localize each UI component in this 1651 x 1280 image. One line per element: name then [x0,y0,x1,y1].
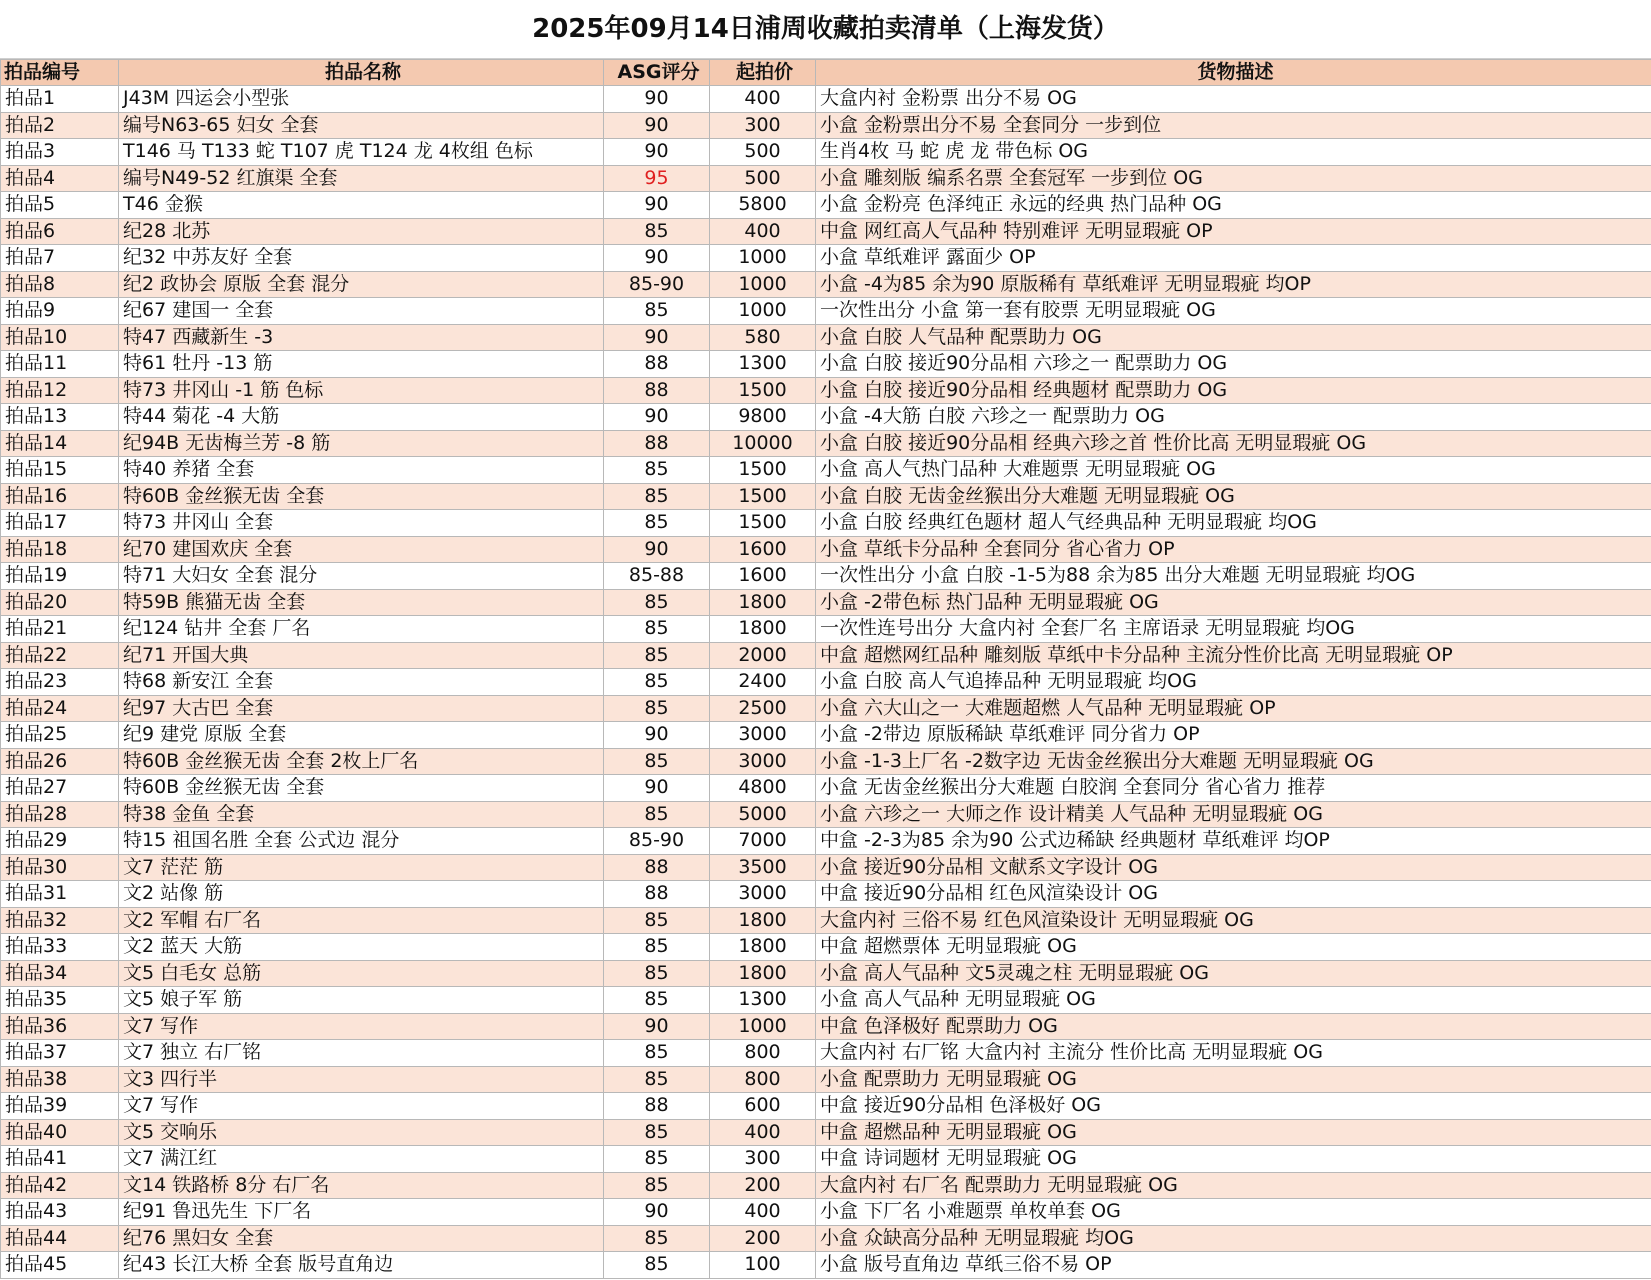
cell-asg-grade: 90 [604,775,710,802]
cell-start-price: 2000 [710,642,816,669]
cell-description: 小盒 -4大筋 白胶 六珍之一 配票助力 OG [816,404,1651,431]
table-row [1,801,1651,828]
cell-start-price: 1300 [710,987,816,1014]
auction-table [0,59,1651,1279]
cell-lot-id: 拍品43 [1,1199,119,1226]
cell-description: 大盒内衬 三俗不易 红色风渲染设计 无明显瑕疵 OG [816,907,1651,934]
cell-description: 小盒 白胶 经典红色题材 超人气经典品种 无明显瑕疵 均OG [816,510,1651,537]
table-row [1,881,1651,908]
cell-start-price: 4800 [710,775,816,802]
cell-lot-name: 特44 菊花 -4 大筋 [119,404,604,431]
cell-start-price: 2400 [710,669,816,696]
table-row [1,616,1651,643]
cell-description: 中盒 超燃网红品种 雕刻版 草纸中卡分品种 主流分性价比高 无明显瑕疵 OP [816,642,1651,669]
cell-asg-grade: 90 [604,722,710,749]
cell-asg-grade: 85 [604,218,710,245]
cell-lot-id: 拍品32 [1,907,119,934]
cell-lot-id: 拍品10 [1,324,119,351]
table-row [1,828,1651,855]
header-row [1,60,1651,86]
table-row [1,1172,1651,1199]
cell-lot-id: 拍品37 [1,1040,119,1067]
cell-lot-name: 纪97 大古巴 全套 [119,695,604,722]
cell-lot-name: 特60B 金丝猴无齿 全套 2枚上厂名 [119,748,604,775]
cell-asg-grade: 88 [604,351,710,378]
cell-asg-grade: 90 [604,1013,710,1040]
cell-lot-id: 拍品5 [1,192,119,219]
cell-description: 小盒 白胶 接近90分品相 六珍之一 配票助力 OG [816,351,1651,378]
table-row [1,165,1651,192]
cell-start-price: 400 [710,86,816,113]
cell-lot-name: 纪43 长江大桥 全套 版号直角边 [119,1252,604,1279]
cell-description: 小盒 -2带色标 热门品种 无明显瑕疵 OG [816,589,1651,616]
cell-lot-id: 拍品35 [1,987,119,1014]
cell-lot-name: 文3 四行半 [119,1066,604,1093]
cell-description: 中盒 -2-3为85 余为90 公式边稀缺 经典题材 草纸难评 均OP [816,828,1651,855]
cell-lot-id: 拍品4 [1,165,119,192]
cell-lot-id: 拍品12 [1,377,119,404]
cell-description: 一次性出分 小盒 白胶 -1-5为88 余为85 出分大难题 无明显瑕疵 均OG [816,563,1651,590]
cell-lot-id: 拍品11 [1,351,119,378]
cell-asg-grade: 85 [604,801,710,828]
cell-start-price: 1600 [710,563,816,590]
table-row [1,245,1651,272]
cell-description: 小盒 众缺高分品种 无明显瑕疵 均OG [816,1225,1651,1252]
cell-lot-id: 拍品38 [1,1066,119,1093]
table-row [1,854,1651,881]
cell-start-price: 2500 [710,695,816,722]
header-lot-name: 拍品名称 [119,60,604,86]
cell-start-price: 9800 [710,404,816,431]
cell-asg-grade: 85 [604,1172,710,1199]
table-row [1,112,1651,139]
cell-description: 小盒 -4为85 余为90 原版稀有 草纸难评 无明显瑕疵 均OP [816,271,1651,298]
cell-start-price: 800 [710,1066,816,1093]
cell-start-price: 1500 [710,510,816,537]
cell-start-price: 1500 [710,483,816,510]
cell-lot-name: 文5 白毛女 总筋 [119,960,604,987]
cell-lot-name: 特73 井冈山 全套 [119,510,604,537]
cell-lot-name: 文5 交响乐 [119,1119,604,1146]
cell-lot-id: 拍品1 [1,86,119,113]
cell-lot-id: 拍品8 [1,271,119,298]
cell-lot-name: T46 金猴 [119,192,604,219]
cell-lot-id: 拍品9 [1,298,119,325]
cell-lot-name: 特61 牡丹 -13 筋 [119,351,604,378]
header-asg-grade: ASG评分 [604,60,710,86]
table-row [1,960,1651,987]
cell-asg-grade: 90 [604,536,710,563]
cell-description: 一次性连号出分 大盒内衬 全套厂名 主席语录 无明显瑕疵 均OG [816,616,1651,643]
cell-lot-id: 拍品29 [1,828,119,855]
cell-description: 大盒内衬 金粉票 出分不易 OG [816,86,1651,113]
table-row [1,987,1651,1014]
cell-lot-id: 拍品2 [1,112,119,139]
cell-lot-name: 纪70 建国欢庆 全套 [119,536,604,563]
cell-lot-id: 拍品40 [1,1119,119,1146]
table-row [1,483,1651,510]
cell-lot-id: 拍品23 [1,669,119,696]
header-description: 货物描述 [816,60,1651,86]
cell-start-price: 1800 [710,616,816,643]
cell-lot-name: 文14 铁路桥 8分 右厂名 [119,1172,604,1199]
cell-description: 小盒 无齿金丝猴出分大难题 白胶润 全套同分 省心省力 推荐 [816,775,1651,802]
table-row [1,748,1651,775]
cell-asg-grade: 85 [604,1146,710,1173]
cell-lot-name: 纪67 建国一 全套 [119,298,604,325]
header-start-price: 起拍价 [710,60,816,86]
cell-asg-grade: 85 [604,642,710,669]
cell-description: 中盒 接近90分品相 色泽极好 OG [816,1093,1651,1120]
cell-asg-grade: 90 [604,1199,710,1226]
cell-lot-id: 拍品15 [1,457,119,484]
table-row [1,324,1651,351]
cell-lot-id: 拍品25 [1,722,119,749]
cell-start-price: 1000 [710,298,816,325]
cell-lot-id: 拍品13 [1,404,119,431]
table-row [1,1146,1651,1173]
cell-lot-id: 拍品31 [1,881,119,908]
cell-lot-id: 拍品16 [1,483,119,510]
cell-lot-name: T146 马 T133 蛇 T107 虎 T124 龙 4枚组 色标 [119,139,604,166]
table-row [1,1013,1651,1040]
table-row [1,695,1651,722]
cell-lot-name: 纪32 中苏友好 全套 [119,245,604,272]
cell-description: 小盒 白胶 高人气追捧品种 无明显瑕疵 均OG [816,669,1651,696]
cell-lot-name: 编号N49-52 红旗渠 全套 [119,165,604,192]
cell-description: 中盒 接近90分品相 红色风渲染设计 OG [816,881,1651,908]
cell-asg-grade: 88 [604,854,710,881]
cell-start-price: 400 [710,1119,816,1146]
cell-description: 中盒 网红高人气品种 特别难评 无明显瑕疵 OP [816,218,1651,245]
cell-start-price: 1800 [710,589,816,616]
cell-description: 小盒 六大山之一 大难题超燃 人气品种 无明显瑕疵 OP [816,695,1651,722]
table-row [1,510,1651,537]
cell-lot-name: 编号N63-65 妇女 全套 [119,112,604,139]
cell-lot-name: 纪94B 无齿梅兰芳 -8 筋 [119,430,604,457]
cell-start-price: 300 [710,112,816,139]
cell-asg-grade: 90 [604,112,710,139]
cell-description: 小盒 白胶 人气品种 配票助力 OG [816,324,1651,351]
cell-start-price: 1800 [710,960,816,987]
cell-lot-name: 特40 养猪 全套 [119,457,604,484]
table-row [1,1199,1651,1226]
cell-start-price: 100 [710,1252,816,1279]
cell-lot-id: 拍品33 [1,934,119,961]
cell-lot-id: 拍品19 [1,563,119,590]
cell-start-price: 400 [710,218,816,245]
table-row [1,404,1651,431]
cell-asg-grade: 85 [604,616,710,643]
cell-asg-grade: 85 [604,987,710,1014]
cell-start-price: 5800 [710,192,816,219]
table-row [1,775,1651,802]
cell-description: 小盒 雕刻版 编系名票 全套冠军 一步到位 OG [816,165,1651,192]
cell-description: 生肖4枚 马 蛇 虎 龙 带色标 OG [816,139,1651,166]
cell-lot-name: 文7 写作 [119,1013,604,1040]
cell-asg-grade: 85 [604,669,710,696]
cell-lot-name: 文7 独立 右厂铭 [119,1040,604,1067]
cell-lot-name: 文7 满江红 [119,1146,604,1173]
cell-lot-name: 特15 祖国名胜 全套 公式边 混分 [119,828,604,855]
cell-lot-name: 文7 茫茫 筋 [119,854,604,881]
cell-description: 一次性出分 小盒 第一套有胶票 无明显瑕疵 OG [816,298,1651,325]
cell-description: 小盒 白胶 无齿金丝猴出分大难题 无明显瑕疵 OG [816,483,1651,510]
cell-asg-grade: 85 [604,457,710,484]
cell-start-price: 1600 [710,536,816,563]
cell-description: 小盒 白胶 接近90分品相 经典题材 配票助力 OG [816,377,1651,404]
cell-lot-name: 特60B 金丝猴无齿 全套 [119,775,604,802]
cell-asg-grade: 85 [604,960,710,987]
cell-description: 中盒 超燃品种 无明显瑕疵 OG [816,1119,1651,1146]
cell-asg-grade: 95 [604,165,710,192]
cell-start-price: 1800 [710,934,816,961]
cell-start-price: 600 [710,1093,816,1120]
cell-description: 小盒 金粉票出分不易 全套同分 一步到位 [816,112,1651,139]
cell-asg-grade: 85 [604,298,710,325]
cell-lot-name: 文5 娘子军 筋 [119,987,604,1014]
cell-asg-grade: 88 [604,881,710,908]
cell-lot-id: 拍品45 [1,1252,119,1279]
cell-start-price: 1300 [710,351,816,378]
cell-lot-name: 特38 金鱼 全套 [119,801,604,828]
cell-description: 小盒 高人气热门品种 大难题票 无明显瑕疵 OG [816,457,1651,484]
table-row [1,1119,1651,1146]
cell-lot-id: 拍品14 [1,430,119,457]
table-row [1,351,1651,378]
cell-lot-name: 特47 西藏新生 -3 [119,324,604,351]
cell-asg-grade: 85 [604,510,710,537]
table-row [1,1066,1651,1093]
cell-asg-grade: 90 [604,245,710,272]
table-row [1,430,1651,457]
cell-description: 大盒内衬 右厂铭 大盒内衬 主流分 性价比高 无明显瑕疵 OG [816,1040,1651,1067]
cell-description: 小盒 金粉亮 色泽纯正 永远的经典 热门品种 OG [816,192,1651,219]
cell-start-price: 3000 [710,881,816,908]
table-row [1,536,1651,563]
cell-asg-grade: 90 [604,86,710,113]
cell-start-price: 800 [710,1040,816,1067]
cell-start-price: 580 [710,324,816,351]
cell-lot-id: 拍品22 [1,642,119,669]
table-row [1,218,1651,245]
cell-lot-name: 特68 新安江 全套 [119,669,604,696]
cell-lot-id: 拍品3 [1,139,119,166]
cell-asg-grade: 90 [604,404,710,431]
cell-asg-grade: 90 [604,324,710,351]
cell-start-price: 500 [710,165,816,192]
cell-description: 中盒 诗词题材 无明显瑕疵 OG [816,1146,1651,1173]
header-lot-id: 拍品编号 [1,60,119,86]
table-row [1,589,1651,616]
table-row [1,642,1651,669]
cell-description: 小盒 高人气品种 文5灵魂之柱 无明显瑕疵 OG [816,960,1651,987]
cell-lot-name: 文2 蓝天 大筋 [119,934,604,961]
table-row [1,271,1651,298]
cell-start-price: 10000 [710,430,816,457]
cell-start-price: 1000 [710,245,816,272]
cell-description: 中盒 超燃票体 无明显瑕疵 OG [816,934,1651,961]
cell-lot-name: 纪28 北苏 [119,218,604,245]
cell-lot-name: 特59B 熊猫无齿 全套 [119,589,604,616]
cell-asg-grade: 88 [604,1093,710,1120]
cell-description: 大盒内衬 右厂名 配票助力 无明显瑕疵 OG [816,1172,1651,1199]
cell-asg-grade: 85 [604,1066,710,1093]
cell-start-price: 3000 [710,748,816,775]
cell-lot-id: 拍品28 [1,801,119,828]
cell-lot-name: 文7 写作 [119,1093,604,1120]
cell-lot-id: 拍品26 [1,748,119,775]
table-row [1,669,1651,696]
cell-lot-name: J43M 四运会小型张 [119,86,604,113]
cell-start-price: 3500 [710,854,816,881]
cell-lot-name: 纪71 开国大典 [119,642,604,669]
cell-start-price: 200 [710,1172,816,1199]
table-row [1,457,1651,484]
cell-description: 中盒 色泽极好 配票助力 OG [816,1013,1651,1040]
cell-asg-grade: 85 [604,1252,710,1279]
cell-asg-grade: 85 [604,907,710,934]
cell-description: 小盒 -2带边 原版稀缺 草纸难评 同分省力 OP [816,722,1651,749]
cell-lot-name: 纪9 建党 原版 全套 [119,722,604,749]
cell-start-price: 400 [710,1199,816,1226]
cell-lot-id: 拍品17 [1,510,119,537]
cell-description: 小盒 白胶 接近90分品相 经典六珍之首 性价比高 无明显瑕疵 OG [816,430,1651,457]
cell-start-price: 1000 [710,271,816,298]
table-row [1,139,1651,166]
table-row [1,563,1651,590]
cell-lot-name: 特73 井冈山 -1 筋 色标 [119,377,604,404]
cell-start-price: 200 [710,1225,816,1252]
cell-description: 小盒 六珍之一 大师之作 设计精美 人气品种 无明显瑕疵 OG [816,801,1651,828]
cell-lot-name: 纪2 政协会 原版 全套 混分 [119,271,604,298]
cell-description: 小盒 下厂名 小难题票 单枚单套 OG [816,1199,1651,1226]
cell-lot-id: 拍品39 [1,1093,119,1120]
cell-description: 小盒 草纸难评 露面少 OP [816,245,1651,272]
cell-description: 小盒 -1-3上厂名 -2数字边 无齿金丝猴出分大难题 无明显瑕疵 OG [816,748,1651,775]
cell-asg-grade: 88 [604,377,710,404]
cell-lot-id: 拍品41 [1,1146,119,1173]
sheet-title: 2025年09月14日浦周收藏拍卖清单（上海发货） [0,0,1651,59]
cell-lot-id: 拍品42 [1,1172,119,1199]
cell-description: 小盒 高人气品种 无明显瑕疵 OG [816,987,1651,1014]
cell-lot-id: 拍品44 [1,1225,119,1252]
cell-asg-grade: 85 [604,748,710,775]
cell-asg-grade: 85 [604,1225,710,1252]
table-row [1,907,1651,934]
table-row [1,1093,1651,1120]
cell-description: 小盒 配票助力 无明显瑕疵 OG [816,1066,1651,1093]
cell-asg-grade: 85 [604,934,710,961]
cell-start-price: 1800 [710,907,816,934]
cell-asg-grade: 88 [604,430,710,457]
cell-start-price: 1500 [710,457,816,484]
cell-lot-id: 拍品27 [1,775,119,802]
table-row [1,377,1651,404]
cell-description: 小盒 草纸卡分品种 全套同分 省心省力 OP [816,536,1651,563]
cell-start-price: 1500 [710,377,816,404]
table-row [1,722,1651,749]
cell-start-price: 1000 [710,1013,816,1040]
cell-start-price: 7000 [710,828,816,855]
cell-lot-name: 文2 站像 筋 [119,881,604,908]
table-row [1,298,1651,325]
table-row [1,1252,1651,1279]
cell-asg-grade: 90 [604,192,710,219]
cell-lot-name: 文2 军帽 右厂名 [119,907,604,934]
cell-asg-grade: 85-90 [604,828,710,855]
cell-asg-grade: 85 [604,1040,710,1067]
cell-lot-id: 拍品24 [1,695,119,722]
table-body [1,86,1651,1279]
cell-description: 小盒 接近90分品相 文献系文字设计 OG [816,854,1651,881]
cell-lot-name: 特71 大妇女 全套 混分 [119,563,604,590]
cell-start-price: 3000 [710,722,816,749]
table-row [1,192,1651,219]
table-row [1,934,1651,961]
cell-lot-name: 纪91 鲁迅先生 下厂名 [119,1199,604,1226]
cell-lot-id: 拍品6 [1,218,119,245]
cell-start-price: 5000 [710,801,816,828]
cell-lot-id: 拍品21 [1,616,119,643]
cell-asg-grade: 85 [604,589,710,616]
cell-asg-grade: 85-88 [604,563,710,590]
cell-lot-id: 拍品34 [1,960,119,987]
cell-lot-id: 拍品18 [1,536,119,563]
cell-lot-id: 拍品30 [1,854,119,881]
cell-start-price: 500 [710,139,816,166]
cell-asg-grade: 85 [604,695,710,722]
table-row [1,1040,1651,1067]
cell-lot-name: 特60B 金丝猴无齿 全套 [119,483,604,510]
cell-asg-grade: 90 [604,139,710,166]
cell-lot-id: 拍品36 [1,1013,119,1040]
cell-asg-grade: 85 [604,483,710,510]
cell-lot-name: 纪76 黑妇女 全套 [119,1225,604,1252]
cell-asg-grade: 85-90 [604,271,710,298]
table-row [1,1225,1651,1252]
table-row [1,86,1651,113]
cell-description: 小盒 版号直角边 草纸三俗不易 OP [816,1252,1651,1279]
cell-lot-id: 拍品7 [1,245,119,272]
cell-asg-grade: 85 [604,1119,710,1146]
cell-lot-name: 纪124 钻井 全套 厂名 [119,616,604,643]
cell-lot-id: 拍品20 [1,589,119,616]
cell-start-price: 300 [710,1146,816,1173]
